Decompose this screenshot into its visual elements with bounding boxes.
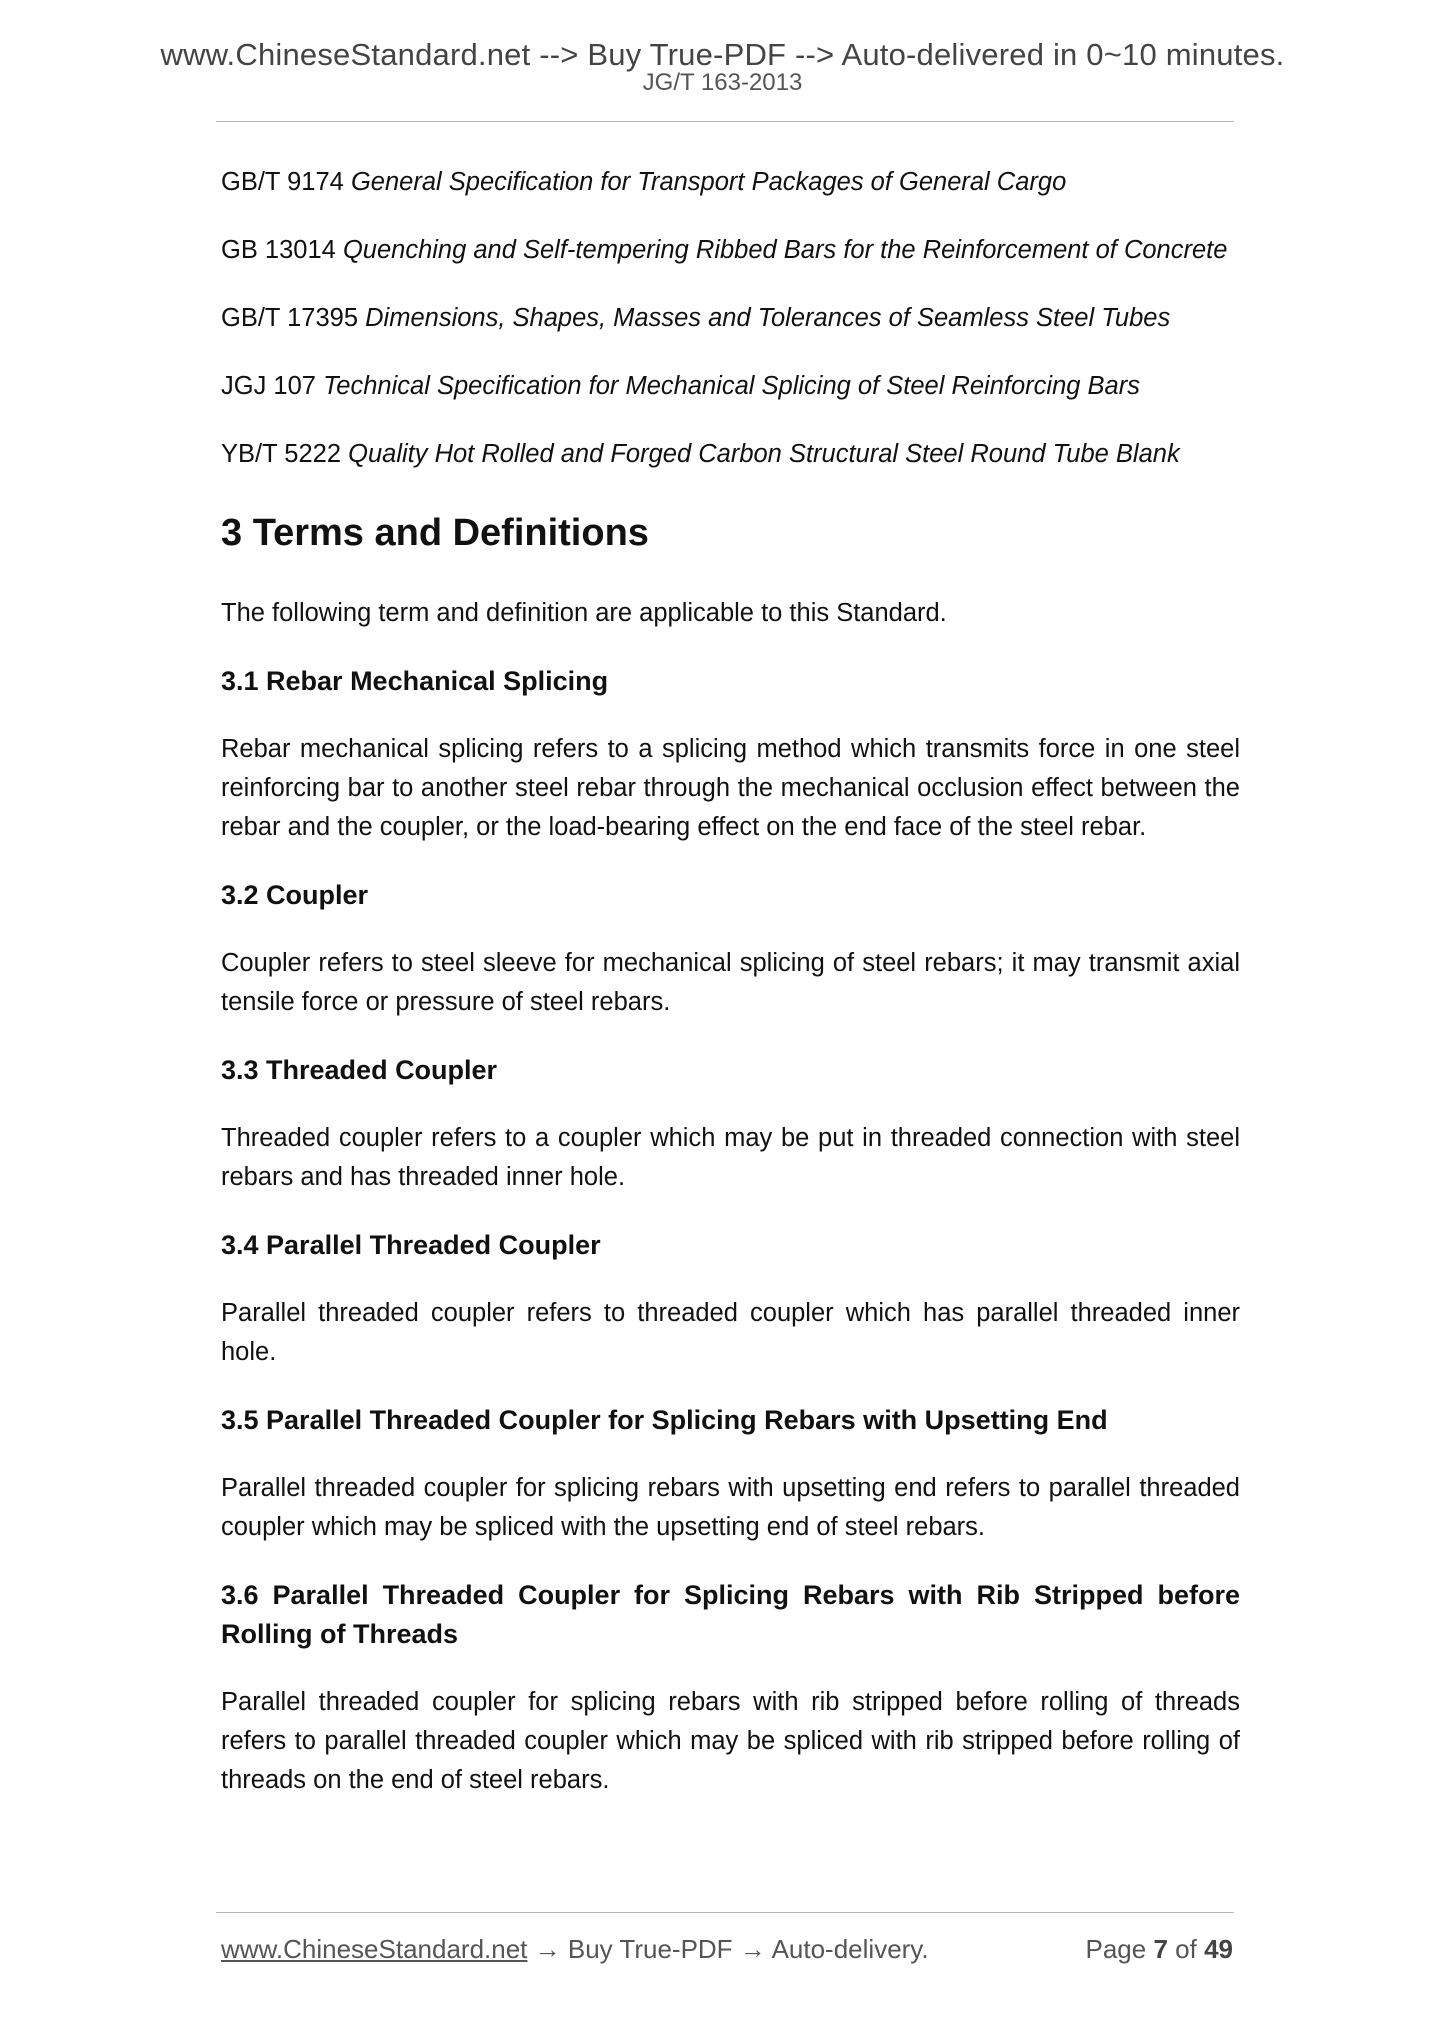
term-definition: Parallel threaded coupler refers to threaded coupler which has parallel threaded inner hole.	[221, 1299, 1240, 1366]
footer-divider	[216, 1912, 1234, 1913]
document-code: JG/T 163-2013	[642, 69, 803, 96]
reference-item	[221, 163, 1240, 202]
term-definition: Coupler refers to steel sleeve for mechanical splicing of steel rebars; it may transmit axial tensile force or pressure of steel rebars.	[221, 949, 1240, 1016]
reference-title: Quality Hot Rolled and Forged Carbon Structural Steel Round Tube Blank	[348, 440, 1180, 468]
reference-code: YB/T 5222	[221, 440, 342, 468]
page-indicator	[1085, 1929, 1233, 1969]
term-heading: 3.3 Threaded Coupler	[221, 1055, 498, 1085]
term-definition: Rebar mechanical splicing refers to a splicing method which transmits force in one steel reinforcing bar to another steel rebar through the mechanical occlusion effect between the rebar and the coupler, or the load-bearing effect on the end face of the steel rebar.	[221, 735, 1240, 841]
of-label: of	[1175, 1934, 1197, 1964]
reference-title: General Specification for Transport Packages of General Cargo	[350, 168, 1067, 196]
page-label: Page	[1085, 1934, 1147, 1964]
reference-title: Quenching and Self-tempering Ribbed Bars for the Reinforcement of Concrete	[342, 236, 1228, 264]
term-heading: 3.2 Coupler	[221, 880, 369, 910]
reference-list	[221, 163, 1240, 474]
reference-code: GB 13014	[221, 236, 336, 264]
reference-title: Technical Specification for Mechanical Splicing of Steel Reinforcing Bars	[323, 372, 1140, 400]
page-content	[221, 163, 1240, 1829]
page-footer	[221, 1929, 1233, 1969]
site-banner: www.ChineseStandard.net --> Buy True-PDF --> Auto-delivered in 0~10 minutes.	[160, 37, 1285, 72]
section-intro: The following term and definition are applicable to this Standard.	[221, 599, 947, 627]
term-heading: 3.5 Parallel Threaded Coupler for Splicing Rebars with Upsetting End	[221, 1405, 1108, 1435]
page-number: 7	[1153, 1934, 1168, 1964]
reference-code: JGJ 107	[221, 372, 316, 400]
term-definition: Parallel threaded coupler for splicing rebars with upsetting end refers to parallel threaded coupler which may be spliced with the upsetting end of steel rebars.	[221, 1474, 1240, 1541]
reference-code: GB/T 9174	[221, 168, 344, 196]
website-link[interactable]: www.ChineseStandard.net	[221, 1934, 528, 1964]
reference-item	[221, 435, 1240, 474]
term-heading: 3.4 Parallel Threaded Coupler	[221, 1230, 601, 1260]
term-heading: 3.6 Parallel Threaded Coupler for Splicing Rebars with Rib Stripped before Rolling of Threads	[221, 1580, 1240, 1649]
header-divider	[216, 121, 1234, 122]
reference-item	[221, 231, 1240, 270]
footer-tagline: → Buy True-PDF → Auto-delivery.	[527, 1934, 929, 1964]
term-definition: Parallel threaded coupler for splicing rebars with rib stripped before rolling of threads refers to parallel threaded coupler which may be spliced with rib stripped before rolling of threads on the end of steel rebars.	[221, 1688, 1240, 1794]
reference-item	[221, 367, 1240, 406]
reference-item	[221, 299, 1240, 338]
section-title: 3 Terms and Definitions	[221, 512, 649, 554]
term-definition: Threaded coupler refers to a coupler which may be put in threaded connection with steel rebars and has threaded inner hole.	[221, 1124, 1240, 1191]
reference-title: Dimensions, Shapes, Masses and Tolerances of Seamless Steel Tubes	[365, 304, 1171, 332]
term-heading: 3.1 Rebar Mechanical Splicing	[221, 666, 609, 696]
page-total: 49	[1204, 1934, 1233, 1964]
reference-code: GB/T 17395	[221, 304, 359, 332]
footer-links	[221, 1929, 929, 1969]
